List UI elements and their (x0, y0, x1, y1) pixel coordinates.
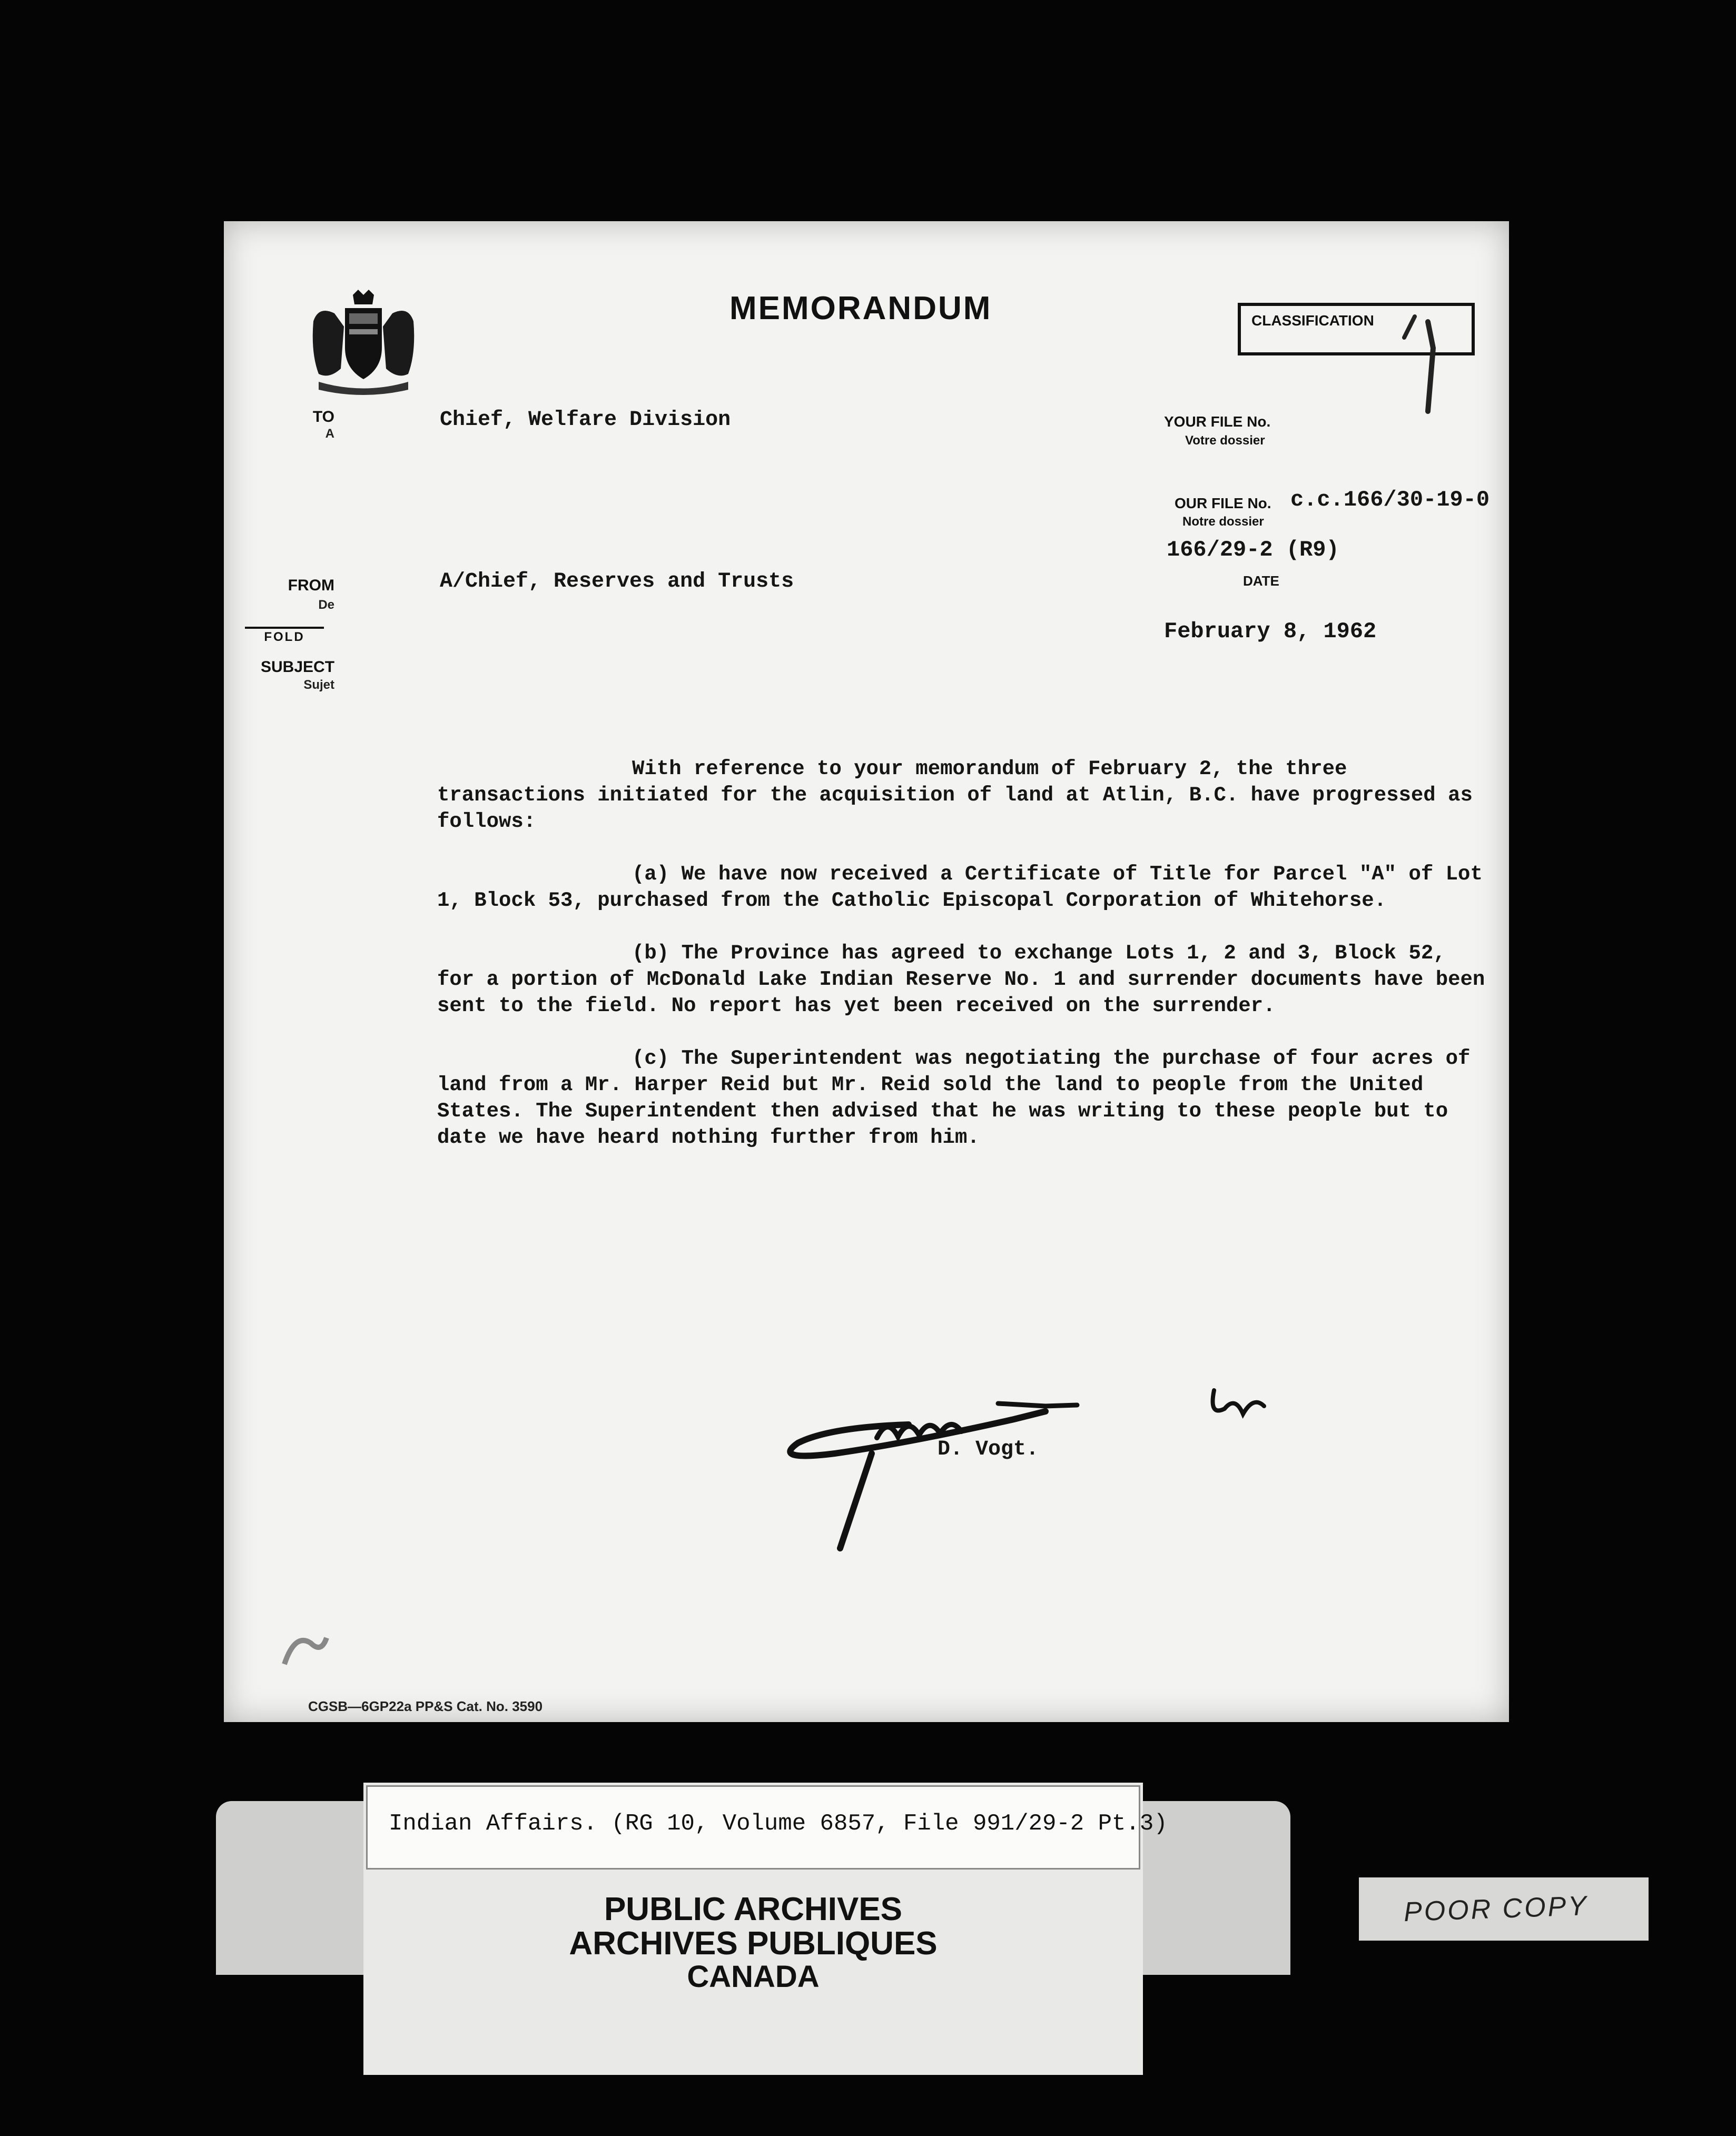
fold-mark: FOLD (245, 627, 324, 645)
poor-copy-text: POOR COPY (1403, 1890, 1589, 1928)
paragraph-c: (c) The Superintendent was negotiating the purchase of four acres of land from a Mr. Harper Reid but Mr. Reid sold the land to people from the United States. The Superintendent then advised that he was writing to these people but to date we have heard nothing further from him. (437, 1047, 1471, 1149)
memo-sheet (224, 221, 1509, 1722)
our-file-label: OUR FILE No. (1175, 495, 1271, 511)
coat-of-arms-icon (303, 290, 424, 395)
archive-reference: Indian Affairs. (RG 10, Volume 6857, File 991/29-2 Pt.3) (389, 1811, 1168, 1837)
from-label: FROM (288, 577, 334, 594)
paragraph-a: (a) We have now received a Certificate of Title for Parcel "A" of Lot 1, Block 53, purchased from the Catholic Episcopal Corporation of Whitehorse. (437, 863, 1483, 912)
archive-card-tab-right (1175, 1848, 1290, 1975)
archive-name-en: PUBLIC ARCHIVES (604, 1891, 903, 1927)
our-file-label-fr: Notre dossier (1182, 515, 1264, 529)
classification-label: CLASSIFICATION (1251, 312, 1374, 329)
classification-box (1238, 303, 1475, 355)
archive-card-tab-left (216, 1848, 332, 1975)
from-label-fr: De (318, 598, 334, 612)
your-file-label-fr: Votre dossier (1185, 433, 1265, 448)
memo-title: MEMORANDUM (729, 290, 992, 327)
subject-label-fr: Sujet (303, 678, 334, 692)
archive-reference-label (366, 1785, 1168, 1870)
signatory-name: D. Vogt. (938, 1438, 1039, 1461)
memo-body (437, 756, 1491, 1177)
to-value: Chief, Welfare Division (440, 408, 731, 432)
subject-label: SUBJECT (261, 658, 335, 676)
date-label: DATE (1243, 573, 1279, 589)
to-label-fr: A (325, 427, 334, 441)
from-value: A/Chief, Reserves and Trusts (440, 570, 794, 594)
date-value: February 8, 1962 (1164, 619, 1377, 644)
handwritten-slash-mark (1315, 306, 1473, 438)
poor-copy-label (1359, 1877, 1649, 1941)
to-label: TO (312, 408, 334, 426)
handwritten-signature (751, 1374, 1277, 1564)
form-code: CGSB—6GP22a PP&S Cat. No. 3590 (308, 1698, 543, 1714)
your-file-label: YOUR FILE No. (1164, 413, 1271, 430)
paragraph-intro: With reference to your memorandum of February 2, the three transactions initiated for the acquisition of land at Atlin, B.C. have progressed as follows: (437, 757, 1473, 833)
our-file-value-secondary: 166/29-2 (R9) (1167, 537, 1339, 562)
archive-name-fr: ARCHIVES PUBLIQUES (569, 1925, 938, 1962)
stray-ink-mark (274, 1622, 337, 1675)
our-file-value: c.c.166/30-19-0 (1290, 487, 1490, 512)
archive-country: CANADA (687, 1960, 820, 1994)
paragraph-b: (b) The Province has agreed to exchange Lots 1, 2 and 3, Block 52, for a portion of McDonald Lake Indian Reserve No. 1 and surrender documents have been sent to the field. No report has yet been received on the surrender. (437, 942, 1485, 1017)
